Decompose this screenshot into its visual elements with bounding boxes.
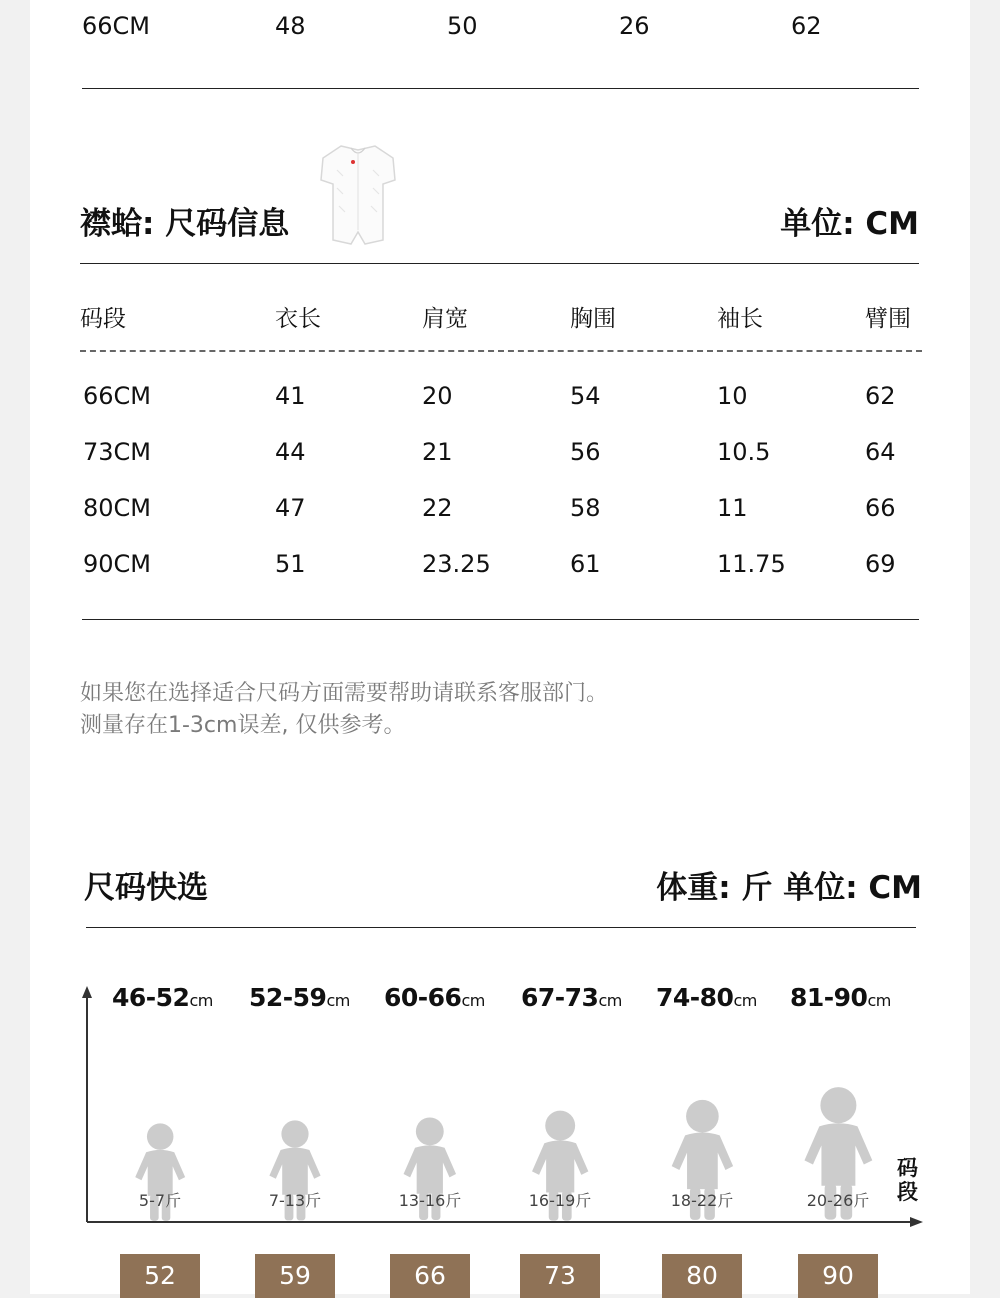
- height-range-label: 46-52cm: [112, 983, 213, 1012]
- divider: [86, 927, 916, 928]
- table-cell: 54: [570, 382, 601, 410]
- product-romper-image: [313, 140, 403, 250]
- height-range-label: 81-90cm: [790, 983, 891, 1012]
- size-chart-page: [30, 0, 970, 1294]
- tolerance-note: 测量存在1-3cm误差, 仅供参考。: [80, 713, 406, 738]
- axis-label: 码段: [897, 1156, 918, 1204]
- unit-label: 单位: CM: [780, 206, 919, 242]
- table-cell: 51: [275, 550, 306, 578]
- section-title: 尺码快选: [84, 870, 208, 906]
- table-cell: 80CM: [83, 494, 152, 522]
- divider: [82, 88, 919, 89]
- table-cell: 58: [570, 494, 601, 522]
- height-range-label: 60-66cm: [384, 983, 485, 1012]
- table-cell: 50: [447, 12, 478, 40]
- section-title: 襟蛤: 尺码信息: [80, 206, 290, 242]
- height-range-label: 67-73cm: [521, 983, 622, 1012]
- size-badge[interactable]: 59: [255, 1254, 335, 1298]
- table-cell: 44: [275, 438, 306, 466]
- dashed-divider: [80, 350, 922, 352]
- help-note: 如果您在选择适合尺码方面需要帮助请联系客服部门。: [80, 681, 609, 706]
- size-badge[interactable]: 52: [120, 1254, 200, 1298]
- weight-label: 7-13斤: [268, 1191, 322, 1210]
- size-badge[interactable]: 73: [520, 1254, 600, 1298]
- header-cell: 肩宽: [422, 306, 468, 332]
- size-badge[interactable]: 80: [662, 1254, 742, 1298]
- weight-label: 16-19斤: [528, 1191, 592, 1210]
- table-cell: 64: [865, 438, 896, 466]
- table-cell: 11.75: [717, 550, 786, 578]
- header-cell: 胸围: [570, 306, 616, 332]
- weight-label: 20-26斤: [806, 1191, 870, 1210]
- table-cell: 22: [422, 494, 453, 522]
- header-cell: 臂围: [865, 306, 911, 332]
- table-cell: 90CM: [83, 550, 152, 578]
- weight-label: 18-22斤: [670, 1191, 734, 1210]
- table-cell: 56: [570, 438, 601, 466]
- table-cell: 21: [422, 438, 453, 466]
- divider: [82, 619, 919, 620]
- table-cell: 20: [422, 382, 453, 410]
- height-range-label: 52-59cm: [249, 983, 350, 1012]
- table-cell: 66CM: [83, 382, 152, 410]
- header-cell: 袖长: [717, 306, 763, 332]
- size-badge[interactable]: 90: [798, 1254, 878, 1298]
- table-cell: 23.25: [422, 550, 491, 578]
- table-cell: 47: [275, 494, 306, 522]
- table-cell: 41: [275, 382, 306, 410]
- table-cell: 66: [865, 494, 896, 522]
- table-cell: 73CM: [83, 438, 152, 466]
- unit-label: 体重: 斤 单位: CM: [656, 870, 922, 906]
- table-cell: 10: [717, 382, 748, 410]
- header-cell: 衣长: [275, 306, 321, 332]
- table-cell: 61: [570, 550, 601, 578]
- table-cell: 66CM: [82, 12, 151, 40]
- table-cell: 26: [619, 12, 650, 40]
- table-cell: 48: [275, 12, 306, 40]
- table-cell: 69: [865, 550, 896, 578]
- table-cell: 62: [791, 12, 822, 40]
- header-cell: 码段: [80, 306, 126, 332]
- weight-label: 13-16斤: [398, 1191, 462, 1210]
- size-badge[interactable]: 66: [390, 1254, 470, 1298]
- weight-label: 5-7斤: [138, 1191, 182, 1210]
- table-cell: 62: [865, 382, 896, 410]
- height-range-label: 74-80cm: [656, 983, 757, 1012]
- table-cell: 10.5: [717, 438, 771, 466]
- table-cell: 11: [717, 494, 748, 522]
- divider: [80, 263, 919, 264]
